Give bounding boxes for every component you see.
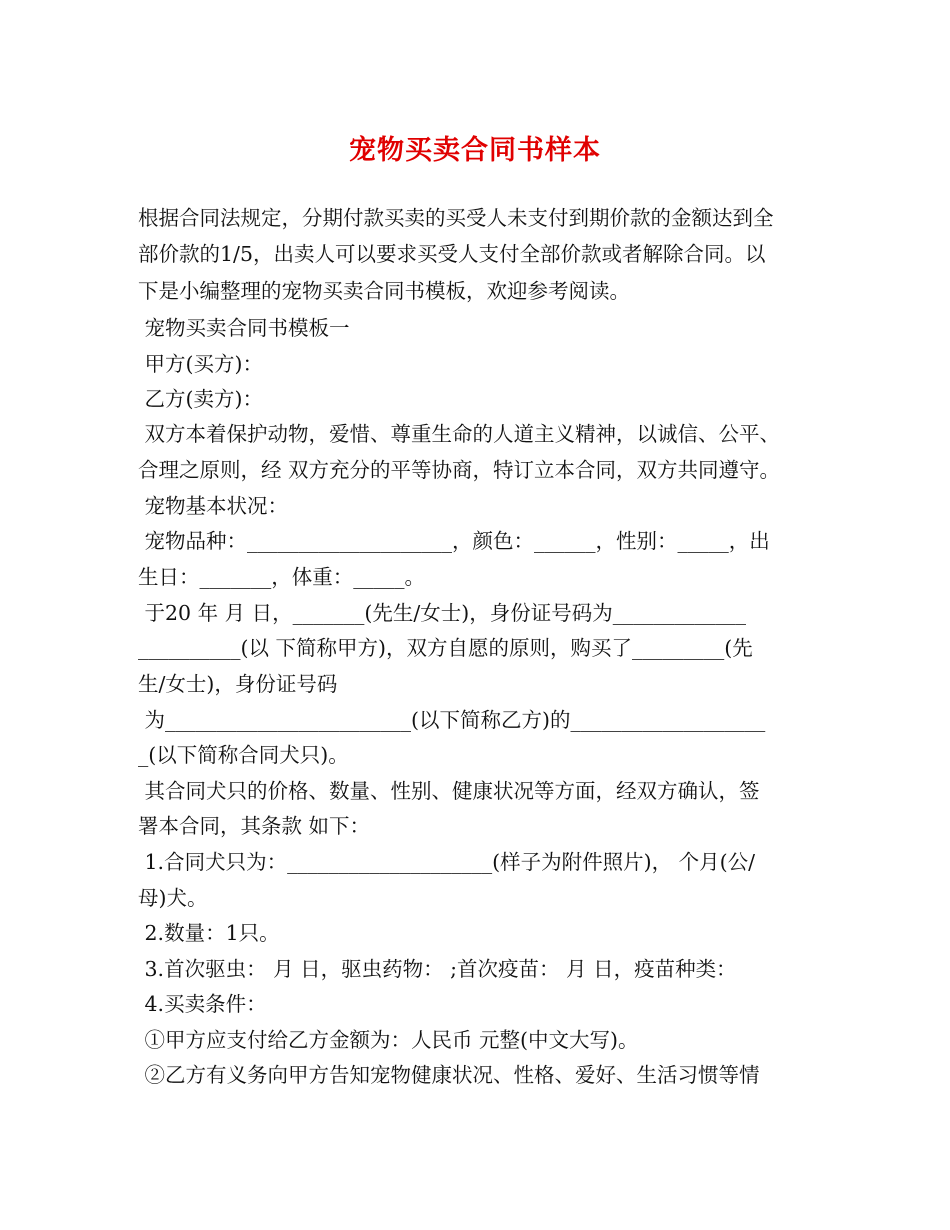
body-line: 下是小编整理的宠物买卖合同书模板，欢迎参考阅读。 — [138, 279, 630, 303]
body-line: 于20 年 月 日，_______(先生/女士)，身份证号码为_____________ — [138, 601, 747, 625]
body-line: 4.买卖条件： — [138, 992, 267, 1016]
body-line: 双方本着保护动物，爱惜、尊重生命的人道主义精神，以诚信、公平、 — [138, 422, 781, 446]
body-line: 3.首次驱虫： 月 日，驱虫药物： ;首次疫苗： 月 日，疫苗种类： — [138, 957, 737, 981]
body-line: 生/女士)，身份证号码 — [138, 672, 338, 696]
body-line: 1.合同犬只为：____________________(样子为附件照片)， 个月(公/ — [138, 850, 755, 874]
body-line: 宠物买卖合同书模板一 — [138, 316, 350, 340]
body-line: _(以下简称合同犬只)。 — [138, 743, 349, 767]
body-line: 宠物品种：____________________，颜色：______，性别：_____，出 — [138, 529, 770, 553]
body-line: 甲方(买方)： — [138, 352, 264, 376]
body-line: 生日：_______，体重：_____。 — [138, 565, 425, 589]
body-line: 部价款的1/5，出卖人可以要求买受人支付全部价款或者解除合同。以 — [138, 242, 766, 266]
body-line: 署本合同，其条款 如下： — [138, 814, 371, 838]
document-title: 宠物买卖合同书样本 — [349, 135, 601, 166]
body-line: 乙方(卖方)： — [138, 387, 264, 411]
body-line: 母)犬。 — [138, 886, 208, 910]
body-line: 其合同犬只的价格、数量、性别、健康状况等方面，经双方确认，签 — [138, 779, 760, 803]
body-line: 2.数量：1只。 — [138, 921, 280, 945]
body-line: ①甲方应支付给乙方金额为：人民币 元整(中文大写)。 — [138, 1028, 639, 1052]
body-line: 宠物基本状况： — [138, 494, 289, 518]
body-line: 为________________________(以下简称乙方)的___________________ — [138, 708, 766, 732]
body-line: 根据合同法规定，分期付款买卖的买受人未支付到期价款的金额达到全 — [138, 206, 774, 230]
body-line: ②乙方有义务向甲方告知宠物健康状况、性格、爱好、生活习惯等情 — [138, 1063, 760, 1087]
body-line: 合理之原则，经 双方充分的平等协商，特订立本合同，双方共同遵守。 — [138, 458, 781, 482]
body-line: __________(以 下简称甲方)，双方自愿的原则，购买了_________(先 — [138, 636, 753, 660]
